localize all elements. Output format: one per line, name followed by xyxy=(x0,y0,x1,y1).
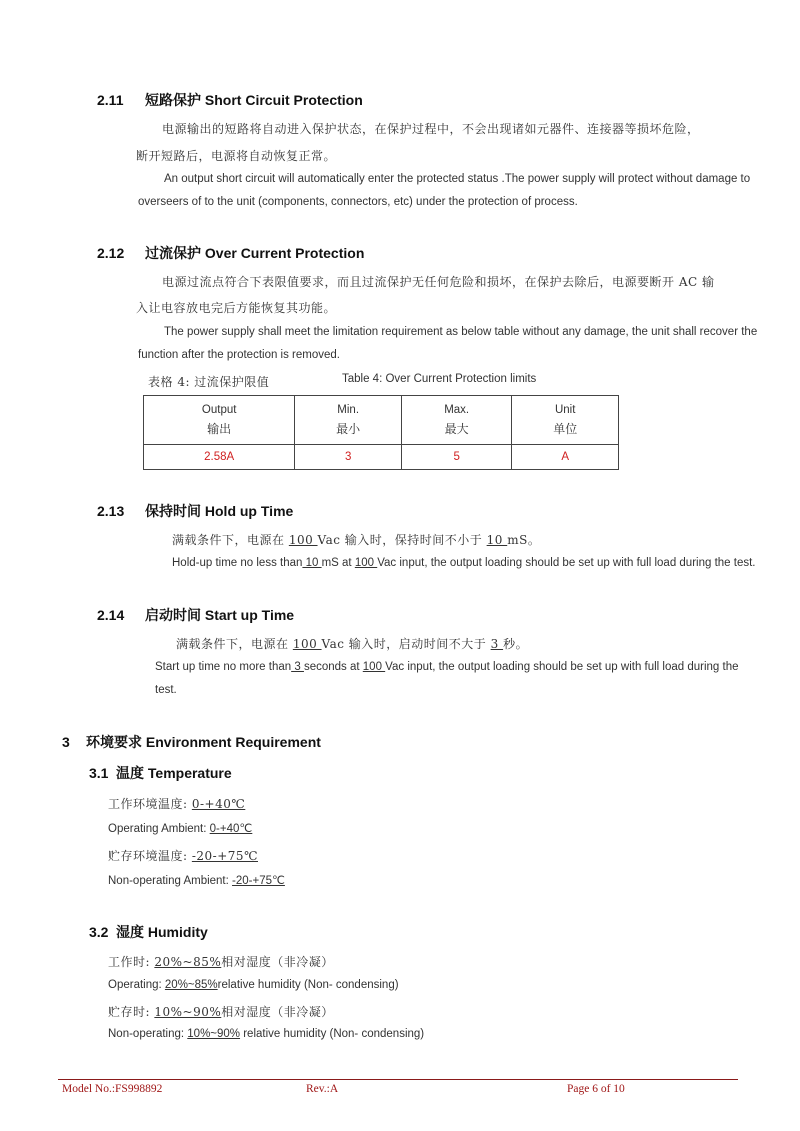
section-number: 3.2 xyxy=(89,924,109,940)
table-header-cell: Min. 最小 xyxy=(295,396,402,445)
table-caption-en: Table 4: Over Current Protection limits xyxy=(342,373,537,385)
humidity-operating-en: Operating: 20%~85%relative humidity (Non- condensing) xyxy=(108,979,399,991)
table-cell-output: 2.58A xyxy=(144,445,295,470)
section-2-12-en-para: The power supply shall meet the limitation requirement as below table without any damage, the unit shall recover the xyxy=(164,326,758,338)
footer-divider xyxy=(58,1079,738,1080)
section-2-11-cn-para: 电源输出的短路将自动进入保护状态，在保护过程中，不会出现诸如元器件、连接器等损坏危险， xyxy=(162,122,700,136)
section-number: 2.12 xyxy=(97,245,125,261)
table-cell-unit: A xyxy=(512,445,619,470)
section-3-2-heading xyxy=(89,922,208,942)
section-2-12-cn-para: 电源过流点符合下表限值要求，而且过流保护无任何危险和损坏，在保护去除后，电源要断开 AC 输 xyxy=(162,275,715,289)
section-number: 2.13 xyxy=(97,503,125,519)
section-number: 2.11 xyxy=(97,92,124,108)
humidity-operating-cn: 工作时: 20%~85%相对湿度（非冷凝） xyxy=(108,955,334,969)
table-row xyxy=(144,445,619,470)
footer-revision: Rev.:A xyxy=(306,1083,339,1095)
section-3-1-heading xyxy=(89,763,232,783)
table-header-cell: Output 输出 xyxy=(144,396,295,445)
section-2-11-en-para: An output short circuit will automatically enter the protected status .The power supply will protect without damage to xyxy=(164,173,751,185)
footer-model: Model No.:FS998892 xyxy=(62,1083,163,1095)
footer-page-number: Page 6 of 10 xyxy=(567,1083,625,1095)
table-cell-min: 3 xyxy=(295,445,402,470)
section-2-13-heading xyxy=(97,501,293,521)
section-2-14-cn-para: 满载条件下，电源在 100 Vac 输入时，启动时间不大于 3 秒。 xyxy=(176,637,529,651)
section-number: 3.1 xyxy=(89,765,109,781)
section-title: 过流保护 Over Current Protection xyxy=(145,245,365,261)
humidity-storage-en: Non-operating: 10%~90% relative humidity (Non- condensing) xyxy=(108,1028,425,1040)
section-2-12-cn-para-cont: 入让电容放电完后方能恢复其功能。 xyxy=(136,301,337,315)
section-number: 3 xyxy=(62,734,70,750)
section-number: 2.14 xyxy=(97,607,125,623)
humidity-storage-cn: 贮存时: 10%~90%相对湿度（非冷凝） xyxy=(108,1005,334,1019)
section-title: 湿度 Humidity xyxy=(116,924,208,940)
section-2-14-en-para-cont: test. xyxy=(155,684,177,696)
section-title: 短路保护 Short Circuit Protection xyxy=(145,92,363,108)
section-title: 启动时间 Start up Time xyxy=(145,607,295,623)
section-title: 保持时间 Hold up Time xyxy=(145,503,294,519)
section-2-13-cn-para: 满载条件下，电源在 100 Vac 输入时，保持时间不小于 10 mS。 xyxy=(172,533,541,547)
temp-operating-cn: 工作环境温度: 0-+40℃ xyxy=(108,797,246,811)
section-2-11-cn-para-cont: 断开短路后，电源将自动恢复正常。 xyxy=(136,149,337,163)
section-3-heading xyxy=(62,732,321,752)
temp-operating-en: Operating Ambient: 0-+40℃ xyxy=(108,823,253,835)
over-current-table xyxy=(143,395,619,470)
section-2-14-heading xyxy=(97,605,294,625)
table-header-row xyxy=(144,396,619,445)
table-caption-cn: 表格 4: 过流保护限值 xyxy=(148,375,270,389)
section-2-11-heading xyxy=(97,90,363,110)
section-title: 温度 Temperature xyxy=(116,765,232,781)
section-2-13-en-para: Hold-up time no less than 10 mS at 100 Vac input, the output loading should be set up with full load during the test. xyxy=(172,557,756,569)
table-cell-max: 5 xyxy=(401,445,511,470)
section-2-11-en-para-cont: overseers of to the unit (components, connectors, etc) under the protection of process. xyxy=(138,196,578,208)
section-2-12-en-para-cont: function after the protection is removed. xyxy=(138,349,340,361)
section-title: 环境要求 Environment Requirement xyxy=(86,734,321,750)
table-header-cell: Max. 最大 xyxy=(401,396,511,445)
section-2-12-heading xyxy=(97,243,364,263)
temp-storage-en: Non-operating Ambient: -20-+75℃ xyxy=(108,875,285,887)
table-header-cell: Unit 单位 xyxy=(512,396,619,445)
temp-storage-cn: 贮存环境温度: -20-+75℃ xyxy=(108,849,258,863)
section-2-14-en-para: Start up time no more than 3 seconds at 100 Vac input, the output loading should be set up with full load during the xyxy=(155,661,739,673)
